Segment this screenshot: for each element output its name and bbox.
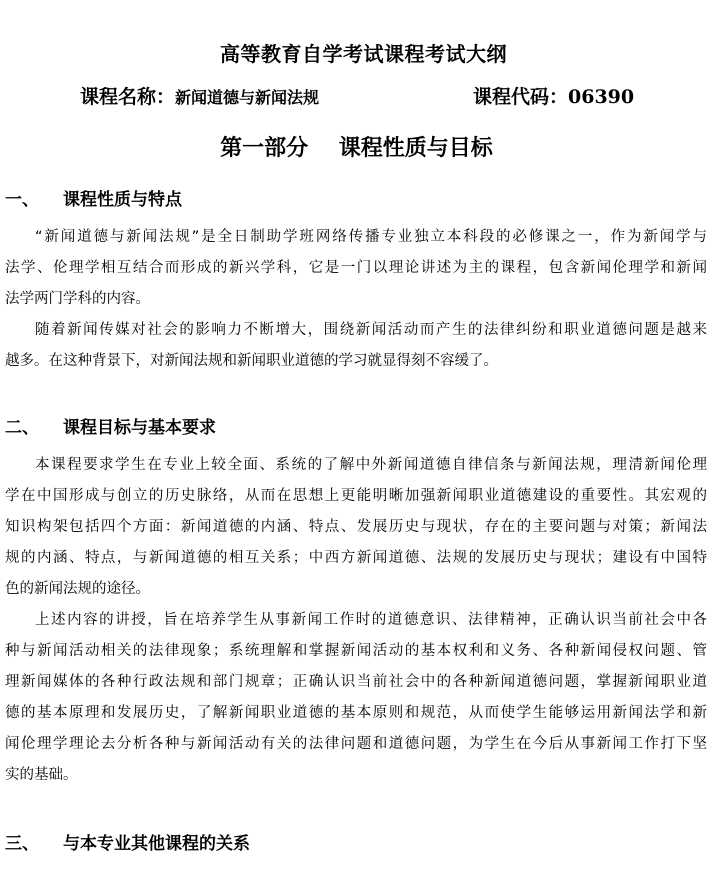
paragraph-line: 色的新闻法规的途径。 <box>5 581 150 597</box>
course-name-line <box>80 83 319 111</box>
section-title: 与本专业其他课程的关系 <box>63 834 250 854</box>
section-number: 三、 <box>5 834 39 854</box>
paragraph-line: 理新闻媒体的各种行政法规和部门规章；正确认识当前社会中的各种新闻道德问题，掌握新闻职业道 <box>5 674 707 690</box>
document-title: 高等教育自学考试课程考试大纲 <box>220 42 507 66</box>
section-heading-2 <box>5 414 216 442</box>
section-1-paragraph-2 <box>5 315 707 377</box>
paragraph-line: 规的内涵、特点，与新闻道德的相互关系；中西方新闻道德、法规的发展历史与现状；建设有中国特 <box>5 550 707 566</box>
paragraph-line: 法学两门学科的内容。 <box>5 291 150 307</box>
section-title: 课程目标与基本要求 <box>63 418 216 438</box>
course-code-line <box>473 83 634 111</box>
paragraph-line: 实的基础。 <box>5 767 78 783</box>
paragraph-line: 本课程要求学生在专业上较全面、系统的了解中外新闻道德自律信条与新闻法规，理清新闻伦理 <box>35 457 707 473</box>
paragraph-line: 闻伦理学理论去分析各种与新闻活动有关的法律问题和道德问题，为学生在今后从事新闻工作打下坚 <box>5 736 707 752</box>
paragraph-line: 学在中国形成与创立的历史脉络，从而在思想上更能明晰加强新闻职业道德建设的重要性。其宏观的 <box>5 488 707 504</box>
section-title: 课程性质与特点 <box>63 190 182 210</box>
paragraph-line: 知识构架包括四个方面：新闻道德的内涵、特点、发展历史与现状，存在的主要问题与对策；新闻法 <box>5 519 707 535</box>
paragraph-line: 德的基本原理和发展历史，了解新闻职业道德的基本原则和规范，从而使学生能够运用新闻法学和新 <box>5 705 707 721</box>
paragraph-line: 种与新闻活动相关的法律现象；系统理解和掌握新闻活动的基本权利和义务、各种新闻侵权问题、管 <box>5 643 707 659</box>
section-2-paragraph-2 <box>5 605 707 791</box>
paragraph-line: 越多。在这种背景下，对新闻法规和新闻职业道德的学习就显得刻不容缓了。 <box>5 353 498 369</box>
section-2-paragraph-1 <box>5 450 707 605</box>
course-name-label: 课程名称： <box>80 86 176 108</box>
course-code-value: 06390 <box>568 86 635 108</box>
section-number: 一、 <box>5 190 39 210</box>
paragraph-line: 随着新闻传媒对社会的影响力不断增大，围绕新闻活动而产生的法律纠纷和职业道德问题是越来 <box>35 322 707 338</box>
paragraph-line: 上述内容的讲授，旨在培养学生从事新闻工作时的道德意识、法律精神，正确认识当前社会中各 <box>35 612 707 628</box>
section-number: 二、 <box>5 418 39 438</box>
section-heading-3 <box>5 830 250 858</box>
part-title: 第一部分 课程性质与目标 <box>220 135 493 161</box>
paragraph-line: “新闻道德与新闻法规”是全日制助学班网络传播专业独立本科段的必修课之一，作为新闻学与 <box>35 229 707 245</box>
section-heading-1 <box>5 186 182 214</box>
paragraph-line: 法学、伦理学相互结合而形成的新兴学科，它是一门以理论讲述为主的课程，包含新闻伦理学和新闻 <box>5 260 707 276</box>
course-code-label: 课程代码： <box>473 86 569 108</box>
course-name-value: 新闻道德与新闻法规 <box>175 88 320 107</box>
section-1-paragraph-1 <box>5 222 707 315</box>
